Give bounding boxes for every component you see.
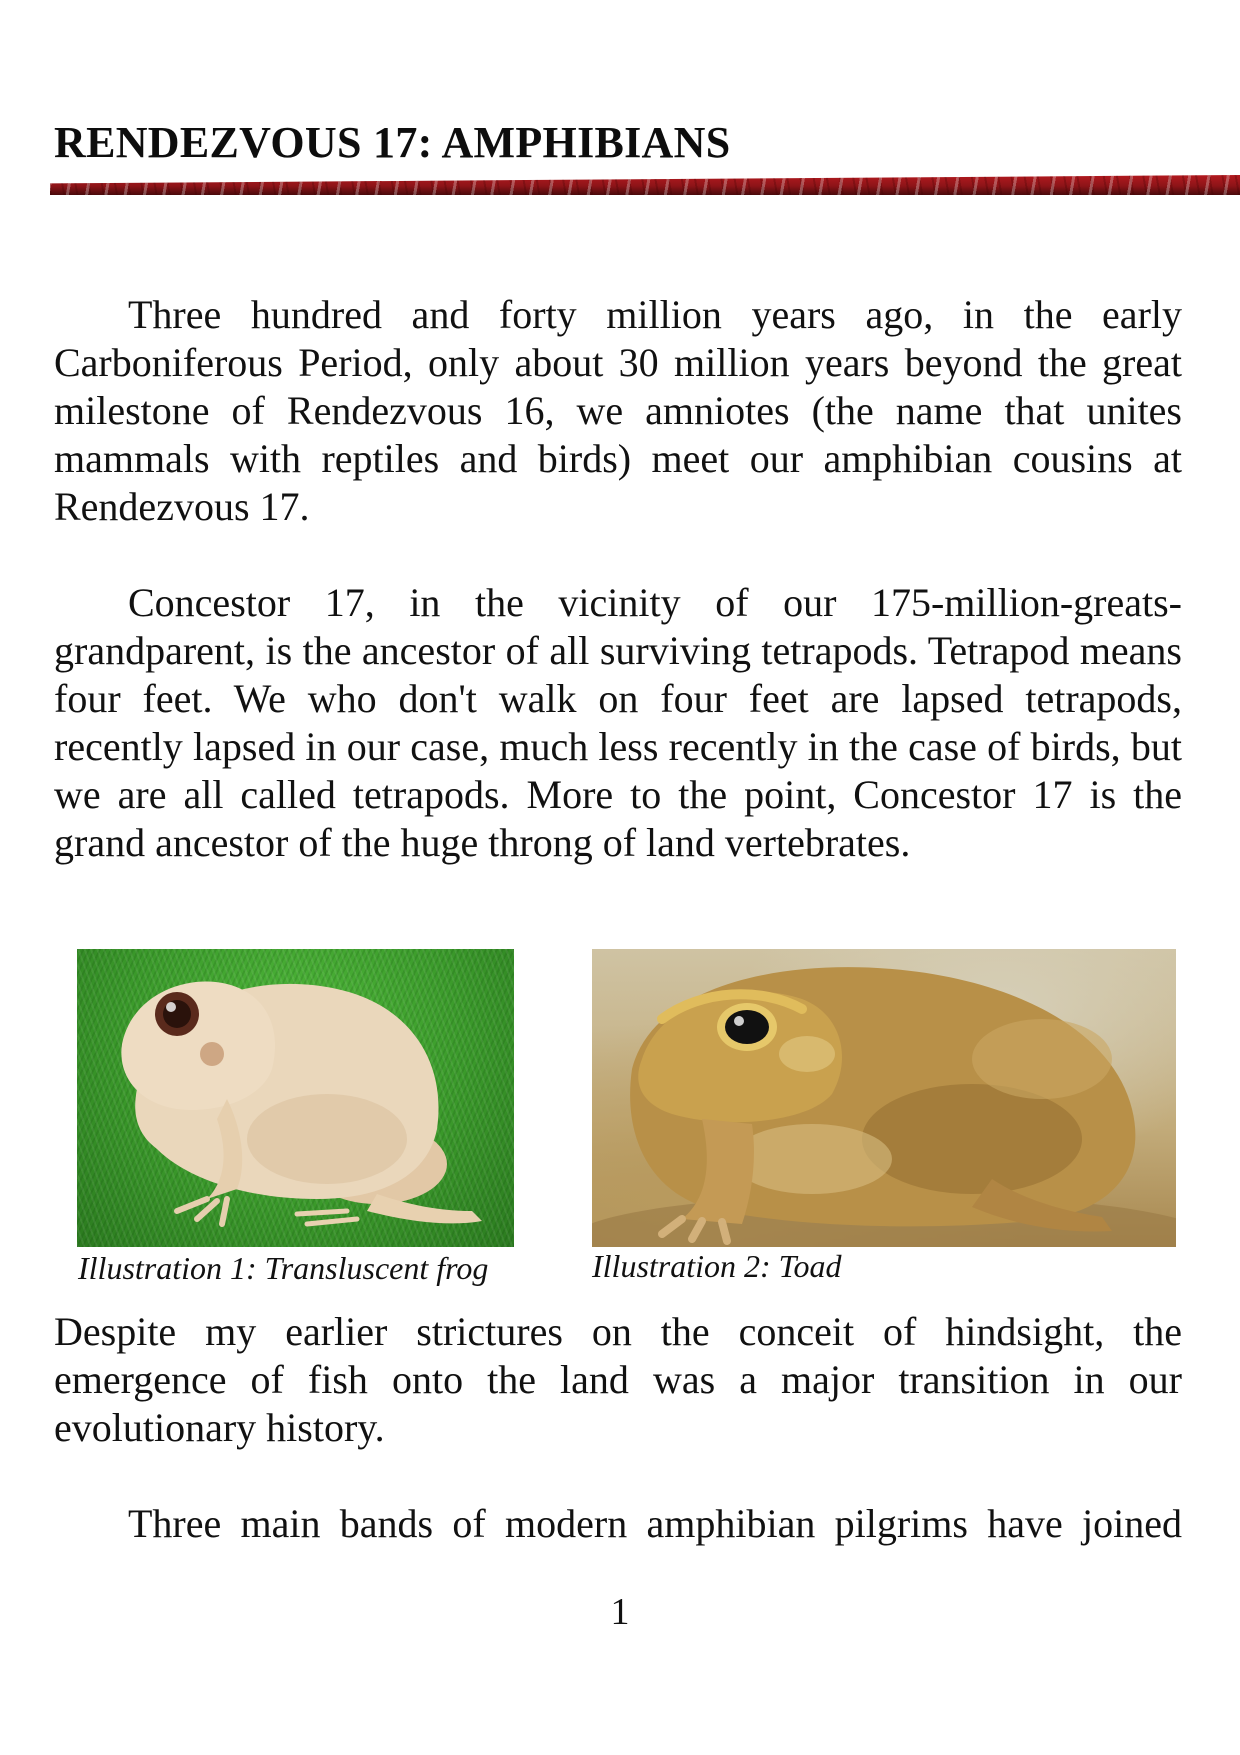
paragraph-concestor: Concestor 17, in the vicinity of our 175-million-greats-grandparent, is the ancestor of all surviving tetrapods. Tetrapod means four feet. We who don't walk on four feet are lapsed tetrapods, recently lapsed in our case, much less recently in the case of birds, but we are all called tetrapods. More to the point, Concestor 17 is the grand ancestor of the huge throng of land vertebrates.: [54, 580, 1182, 865]
title-underline-bar: [50, 175, 1240, 195]
paragraph-intro: Three hundred and forty million years ago, in the early Carboniferous Period, only about 30 million years beyond the great milestone of Rendezvous 16, we amniotes (the name that unites mammals with reptiles and birds) meet our amphibian cousins at Rendezvous 17.: [54, 292, 1182, 529]
paragraph-pilgrims: Three main bands of modern amphibian pilgrims have joined: [128, 1501, 1182, 1546]
toad-photo: [592, 949, 1176, 1247]
page-number: 1: [610, 1591, 630, 1633]
page-title: RENDEZVOUS 17: AMPHIBIANS: [54, 118, 731, 167]
frog-caption: Illustration 1: Transluscent frog: [78, 1250, 489, 1286]
paragraph-transition: Despite my earlier strictures on the conceit of hindsight, the emergence of fish onto the land was a major transition in our evolutionary history.: [54, 1309, 1182, 1450]
toad-caption: Illustration 2: Toad: [592, 1248, 842, 1284]
frog-photo: [77, 949, 514, 1247]
